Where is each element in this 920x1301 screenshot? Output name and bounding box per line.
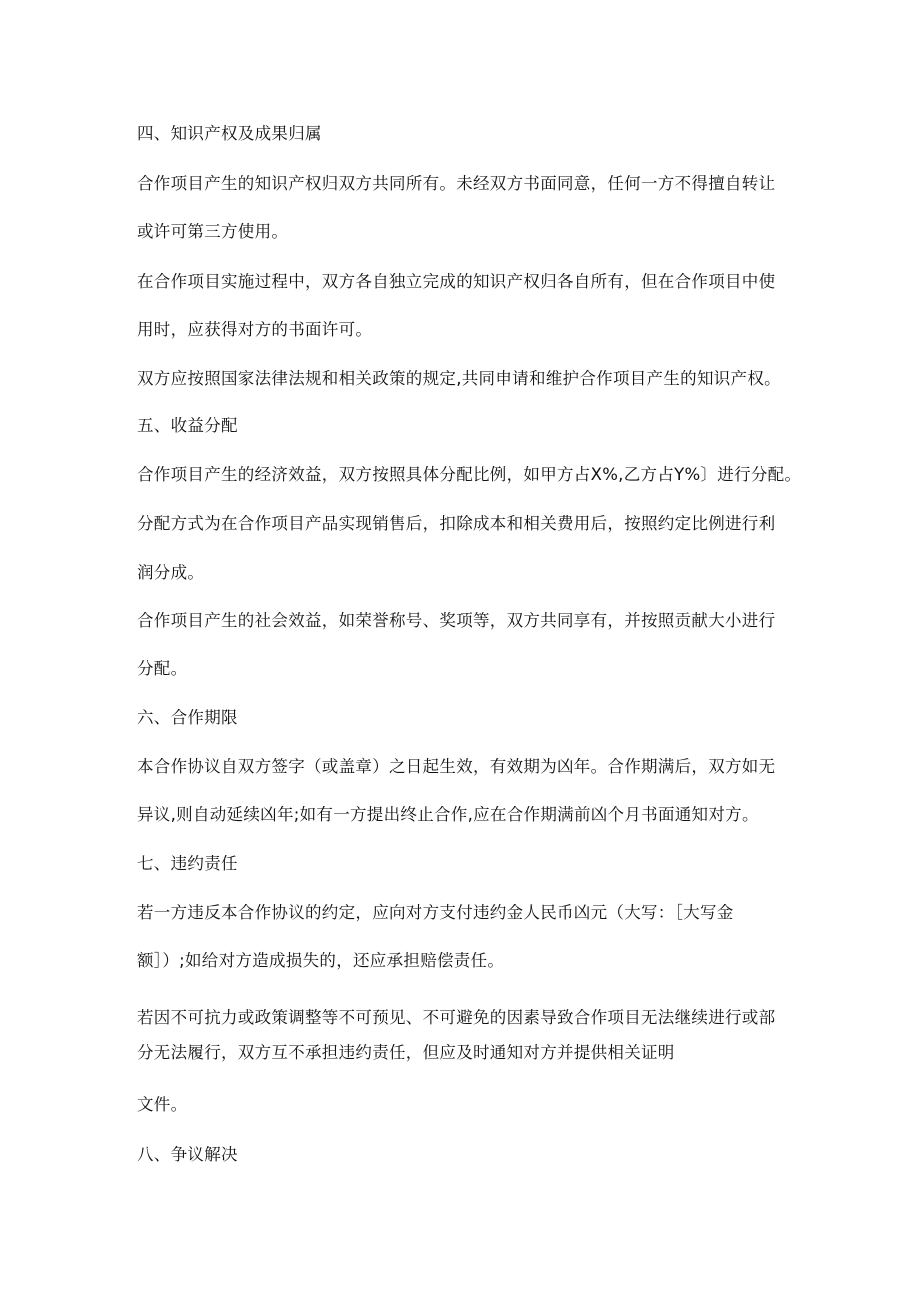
paragraph-line: 合作项目产生的知识产权归双方共同所有。未经双方书面同意，任何一方不得擅自转让 bbox=[137, 174, 776, 193]
paragraph-line: 或许可第三方使用。 bbox=[137, 222, 289, 241]
paragraph-line: 异议,则自动延续凶年;如有一方提出终止合作,应在合作期满前凶个月书面通知对方。 bbox=[137, 805, 759, 824]
paragraph-line: 双方应按照国家法律法规和相关政策的规定,共同申请和维护合作项目产生的知识产权。 bbox=[137, 369, 781, 388]
paragraph-line: 若因不可抗力或政策调整等不可预见、不可避免的因素导致合作项目无法继续进行或部 bbox=[137, 1008, 776, 1027]
paragraph-line: 用时，应获得对方的书面许可。 bbox=[137, 320, 373, 339]
paragraph-line: 润分成。 bbox=[137, 563, 205, 582]
paragraph-line: 合作项目产生的经济效益，双方按照具体分配比例，如甲方占X%,乙方占Y%〕进行分配。 bbox=[137, 465, 802, 484]
paragraph-line: 分配。 bbox=[137, 659, 188, 678]
paragraph-line: 分无法履行，双方互不承担违约责任，但应及时通知对方并提供相关证明 bbox=[137, 1043, 675, 1062]
paragraph-line: 合作项目产生的社会效益，如荣誉称号、奖项等，双方共同享有，并按照贡献大小进行 bbox=[137, 611, 776, 630]
paragraph-line: 分配方式为在合作项目产品实现销售后，扣除成本和相关费用后，按照约定比例进行利 bbox=[137, 514, 776, 533]
section-7-heading: 七、违约责任 bbox=[137, 854, 238, 873]
paragraph-line: 本合作协议自双方签字（或盖章）之日起生效，有效期为凶年。合作期满后，双方如无 bbox=[137, 757, 776, 776]
paragraph-line: 文件。 bbox=[137, 1095, 188, 1114]
paragraph-line: 若一方违反本合作协议的约定，应向对方支付违约金人民币凶元（大写：［大写金 bbox=[137, 903, 734, 922]
paragraph-line: 额］）;如给对方造成损失的，还应承担赔偿责任。 bbox=[137, 951, 505, 970]
section-6-heading: 六、合作期限 bbox=[137, 708, 238, 727]
section-4-heading: 四、知识产权及成果归属 bbox=[137, 124, 322, 143]
paragraph-line: 在合作项目实施过程中，双方各自独立完成的知识产权归各自所有，但在合作项目中使 bbox=[137, 272, 776, 291]
section-5-heading: 五、收益分配 bbox=[137, 416, 238, 435]
section-8-heading: 八、争议解决 bbox=[137, 1145, 238, 1164]
